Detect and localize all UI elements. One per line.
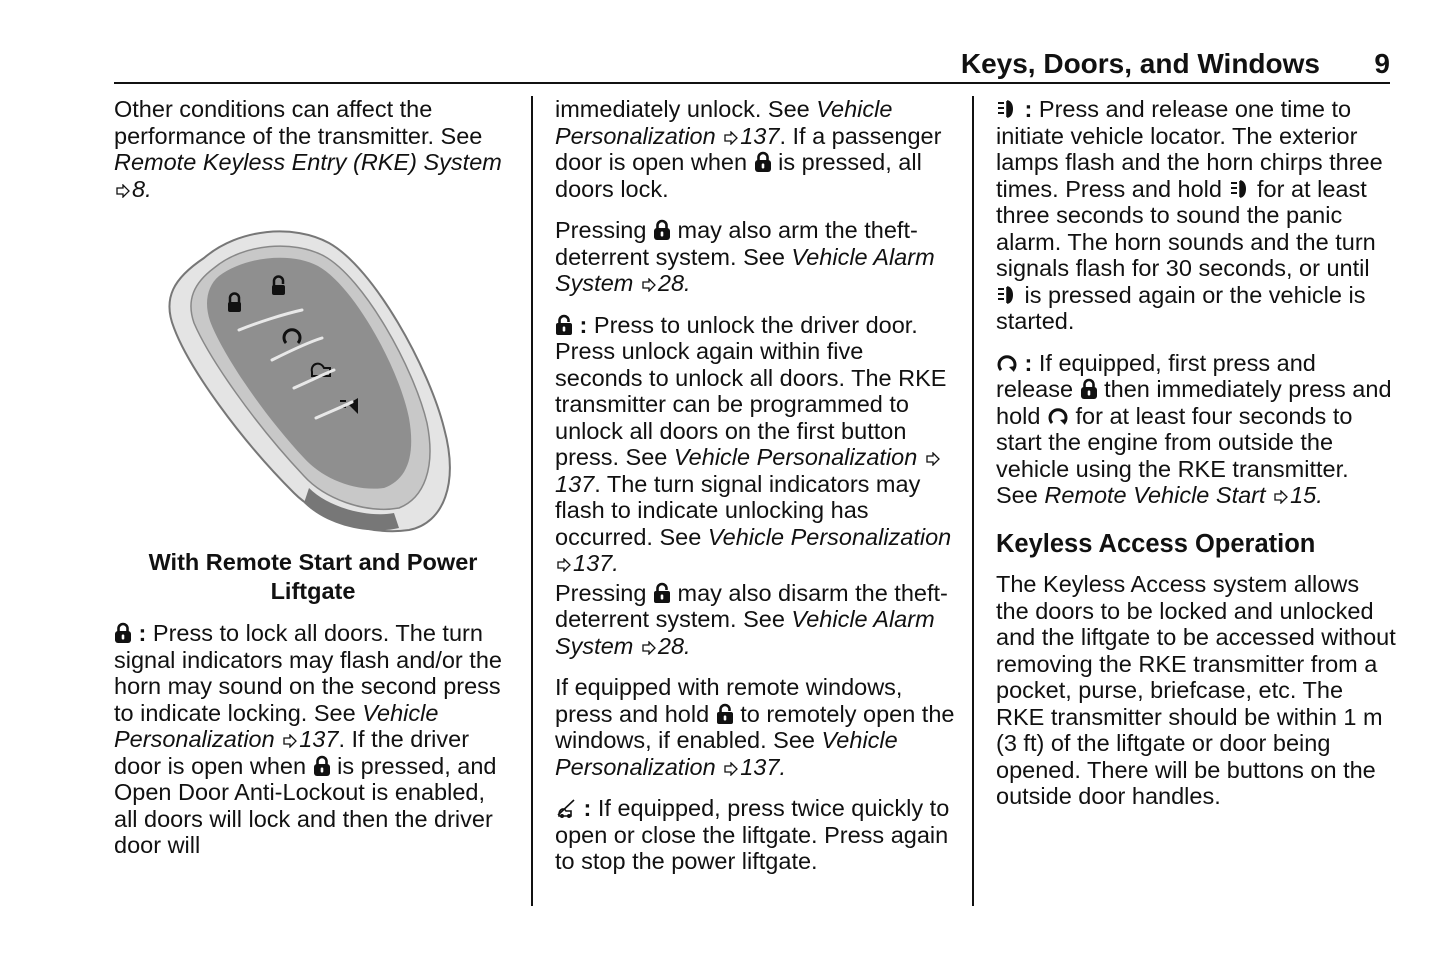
page-ref-number[interactable]: 28 [657,632,685,659]
cross-reference[interactable]: Remote Keyless Entry (RKE) System [114,149,502,175]
liftgate-button-description: : If equipped, press twice quickly to open or close the liftgate. Press again to stop the power liftgate. [555,795,950,874]
page-ref-number[interactable]: 137 [740,753,780,780]
vehicle-locator-description: : Press and release one time to initiate vehicle locator. The exterior lamps flash and the horn chirps three times. Press and hold for at least three seconds to sound the panic alarm. The horn sounds and the turn signals flash for 30 seconds, or until is pressed again or the vehicle is started. [996,96,1383,334]
page-reference-icon [557,558,571,572]
page-reference-icon [724,762,738,776]
lock-button-description: : Press to lock all doors. The turn signal indicators may flash and/or the horn may sound on the second press to indicate locking. See Vehicle Personalization 137. If the driver door is open when is pressed, and Open Door Anti-Lockout is enabled, all doors will lock and then the driver door will [114,620,502,858]
cross-reference[interactable]: Vehicle Personalization [555,727,898,780]
column-divider [972,96,974,906]
page-ref-number[interactable]: 8 [132,175,146,202]
paragraph: Pressing may also disarm the theft-deterrent system. See Vehicle Alarm System 28. [555,579,948,659]
page-ref-number[interactable]: 15 [1290,482,1317,508]
cross-reference[interactable]: Remote Vehicle Start [1044,482,1266,508]
page-reference-icon [116,184,130,198]
remote-start-icon [996,352,1018,374]
section-title: Keys, Doors, and Windows [960,48,1320,79]
section-heading: Keyless Access Operation [996,529,1316,558]
paragraph: If equipped with remote windows, press and hold to remotely open the windows, if enabled. See Vehicle Personalization 137. [555,674,955,780]
cross-reference[interactable]: Vehicle Personalization [673,444,918,470]
column-divider [531,96,533,906]
paragraph: Other conditions can affect the performance of the transmitter. See Remote Keyless Entry (RKE) System 8. [114,96,502,202]
vehicle-locator-icon [996,98,1018,120]
lock-icon [1080,378,1098,400]
page-reference-icon [724,131,738,145]
page-reference-icon [1274,490,1288,504]
figure-caption: With Remote Start and Power Liftgate [148,549,478,604]
remote-start-description: : If equipped, first press and release then immediately press and hold for at least four seconds to start the engine from outside the vehicle using the RKE transmitter. See Remote Vehicle Start 15. [996,349,1392,508]
cross-reference[interactable]: Vehicle Alarm System [555,243,935,296]
page-reference-icon [926,452,940,466]
page-reference-icon [642,278,656,292]
page-ref-number[interactable]: 137 [555,470,595,497]
cross-reference[interactable]: Vehicle Personalization [707,523,952,550]
lock-icon [754,151,772,173]
page-reference-icon [283,734,297,748]
page-ref-number[interactable]: 137 [299,726,339,752]
column-1 [114,96,512,874]
cross-reference[interactable]: Vehicle Personalization [555,96,893,149]
cross-reference[interactable]: Vehicle Personalization [114,699,439,752]
page-ref-number[interactable]: 137 [573,550,613,576]
page-ref-number[interactable]: 137 [740,122,780,149]
unlock-button-description: : Press to unlock the driver door. Press unlock again within five seconds to unlock all doors. The RKE transmitter can be programmed to unlock all doors on the first button press. See Vehicle Personalization 137. The turn signal indicators may flash to indicate unlocking has occurred. See Vehicle Personalization 137. [555,311,952,576]
remote-start-icon [1047,405,1069,427]
cross-reference[interactable]: Vehicle Alarm System [555,606,935,659]
column-3 [996,96,1396,825]
lock-icon [114,622,132,644]
lock-icon [653,219,671,241]
page-header [114,44,1390,84]
lock-icon [313,755,331,777]
page-ref-number[interactable]: 28 [657,270,685,296]
unlock-icon [716,703,734,725]
keyless-access-paragraph: The Keyless Access system allows the doors to be locked and unlocked and the liftgate to be accessed without removing the RKE transmitter from a pocket, purse, briefcase, etc. The RKE transmitter should be within 1 m (3 ft) of the liftgate or door being opened. There will be buttons on the outside door handles. [996,571,1396,809]
liftgate-icon [555,797,577,819]
unlock-icon [653,582,671,604]
unlock-icon [555,314,573,336]
paragraph: immediately unlock. See Vehicle Personalization 137. If a passenger door is open when is pressed, all doors lock. [555,96,942,202]
vehicle-locator-icon [1229,178,1251,200]
paragraph: Pressing may also arm the theft-deterrent system. See Vehicle Alarm System 28. [555,217,935,296]
page-reference-icon [642,641,656,655]
vehicle-locator-icon [996,284,1018,306]
page-number: 9 [1374,48,1390,79]
key-fob-illustration [144,218,474,538]
column-2 [555,96,955,890]
